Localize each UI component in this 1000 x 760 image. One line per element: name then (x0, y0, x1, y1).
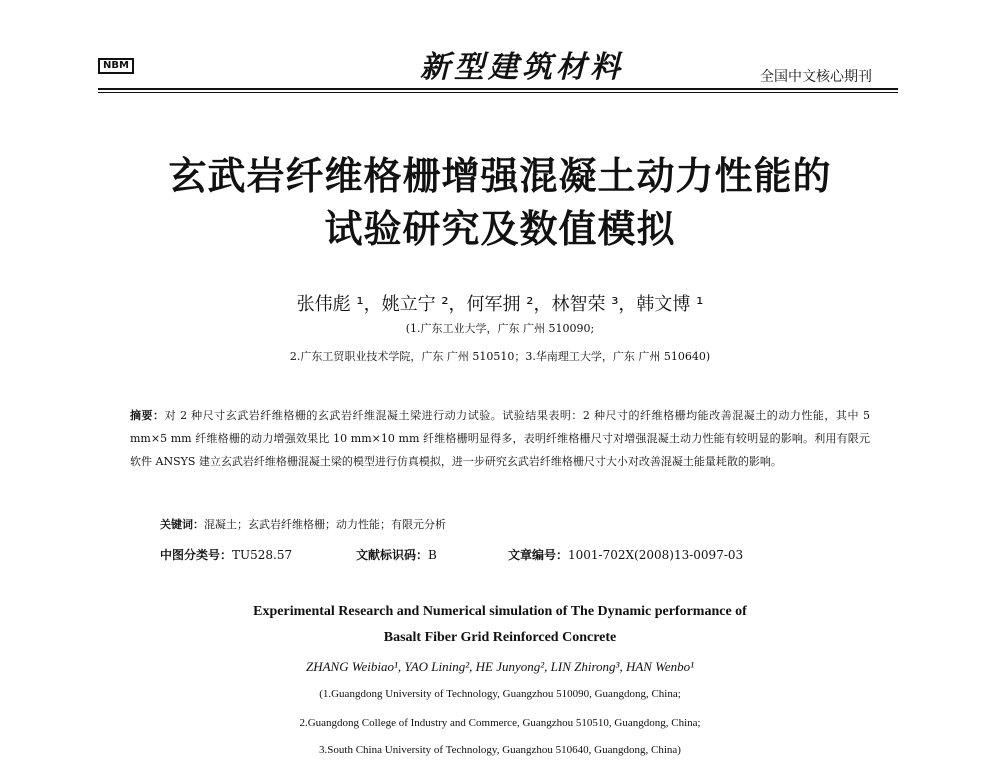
title-line-1: 玄武岩纤维格栅增强混凝土动力性能的 (168, 154, 832, 198)
doc-label: 文献标识码： (356, 548, 429, 562)
doc-value: B (428, 548, 437, 562)
clc-number (160, 546, 292, 563)
english-title-line-2: Basalt Fiber Grid Reinforced Concrete (383, 630, 617, 645)
core-journal-label: 全国中文核心期刊 (760, 69, 872, 85)
clc-label: 中图分类号： (160, 548, 233, 562)
keywords-label: 关键词： (160, 518, 204, 531)
clc-value: TU528.57 (232, 548, 293, 562)
header-rule-thin (98, 92, 898, 93)
english-title-line-1: Experimental Research and Numerical simulation of The Dynamic performance of (253, 604, 747, 619)
english-affiliation-3: 3.South China University of Technology, Guangzhou 510640, Guangdong, China) (319, 744, 681, 756)
abstract (130, 404, 870, 473)
affiliation-2: 2.广东工贸职业技术学院，广东 广州 510510；3.华南理工大学，广东 广州 510640) (289, 350, 711, 363)
article-label: 文章编号： (508, 548, 569, 562)
affiliation-1: (1.广东工业大学，广东 广州 510090; (405, 322, 595, 335)
abstract-text: 对 2 种尺寸玄武岩纤维格栅的玄武岩纤维混凝土梁进行动力试验。试验结果表明：2 种尺寸的纤维格栅均能改善混凝土的动力性能，其中 5 mm×5 mm 纤维格栅的动力增强效果比 10 mm×10 mm 纤维格栅明显得多，表明纤维格栅尺寸对增强混凝土动力性能有较明显的影响。利用有限元软件 ANSYS 建立玄武岩纤维格栅混凝土梁的模型进行仿真模拟，进一步研究玄武岩纤维格栅尺寸大小对改善混凝土能量耗散的影响。 (130, 409, 871, 468)
article-value: 1001-702X(2008)13-0097-03 (568, 548, 744, 562)
english-affiliation-2: 2.Guangdong College of Industry and Commerce, Guangzhou 510510, Guangdong, China; (299, 717, 701, 729)
title-line-2: 试验研究及数值模拟 (324, 207, 676, 251)
english-affiliation-1: (1.Guangdong University of Technology, Guangzhou 510090, Guangdong, China; (319, 688, 681, 700)
journal-logo: NBM (98, 58, 134, 74)
journal-name: 新型建筑材料 (420, 50, 624, 85)
authors: 张伟彪 ¹，姚立宁 ²，何军拥 ²，林智荣 ³，韩文博 ¹ (296, 294, 704, 315)
header-rule (98, 88, 898, 90)
keywords-text: 混凝土；玄武岩纤维格栅；动力性能；有限元分析 (204, 518, 446, 531)
article-number (508, 546, 743, 563)
abstract-label: 摘要： (130, 409, 165, 422)
keywords (160, 516, 446, 532)
document-code (356, 546, 437, 563)
english-authors: ZHANG Weibiao¹, YAO Lining², HE Junyong², LIN Zhirong³, HAN Wenbo¹ (305, 659, 694, 674)
